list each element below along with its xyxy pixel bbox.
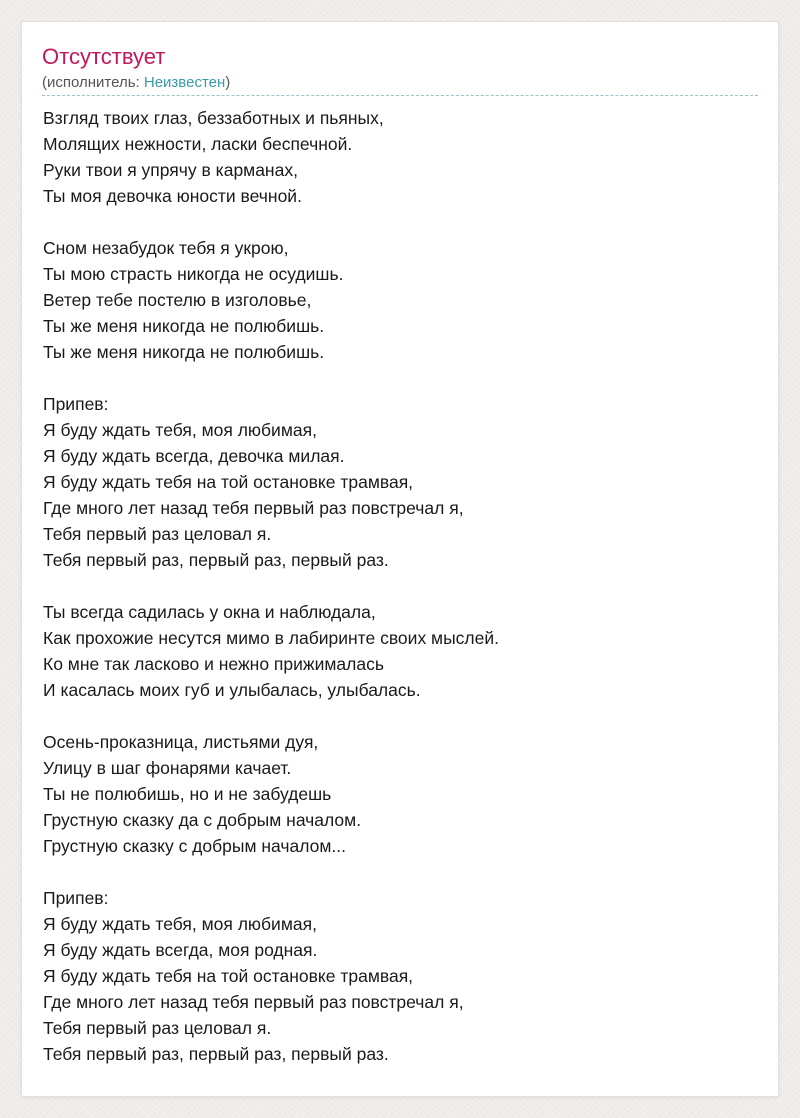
lyric-line: Взгляд твоих глаз, беззаботных и пьяных, <box>43 108 384 128</box>
song-title: Отсутствует <box>42 44 166 69</box>
lyric-line: Тебя первый раз целовал я. <box>43 1018 272 1038</box>
lyric-line: Осень-проказница, листьями дуя, <box>43 732 319 752</box>
lyric-line: Ты не полюбишь, но и не забудешь <box>43 784 332 804</box>
artist-link[interactable]: Неизвестен <box>143 74 226 91</box>
lyric-line: Улицу в шаг фонарями качает. <box>43 758 292 778</box>
lyric-line: Я буду ждать тебя на той остановке трамвая, <box>43 966 414 986</box>
lyric-line: Припев: <box>43 394 109 414</box>
lyrics-stanza <box>43 235 759 365</box>
lyric-line: Где много лет назад тебя первый раз повстречал я, <box>43 498 464 518</box>
lyrics-body <box>43 105 759 1067</box>
lyric-line: Ты моя девочка юности вечной. <box>43 186 302 206</box>
lyric-line: Где много лет назад тебя первый раз повстречал я, <box>43 992 464 1012</box>
lyric-line: Как прохожие несутся мимо в лабиринте своих мыслей. <box>43 628 499 648</box>
lyrics-stanza <box>43 391 759 573</box>
song-header <box>42 43 758 96</box>
lyric-line: Грустную сказку да с добрым началом. <box>43 810 362 830</box>
lyric-line: Ветер тебе постелю в изголовье, <box>43 290 312 310</box>
lyric-line: Тебя первый раз целовал я. <box>43 524 272 544</box>
lyric-line: Ты же меня никогда не полюбишь. <box>43 342 325 362</box>
lyric-line: Тебя первый раз, первый раз, первый раз. <box>43 1044 389 1064</box>
lyric-line: Я буду ждать тебя, моя любимая, <box>43 420 317 440</box>
lyrics-stanza <box>43 729 759 859</box>
lyrics-stanza <box>43 105 759 209</box>
lyric-line: Руки твои я упрячу в карманах, <box>43 160 298 180</box>
lyric-line: Грустную сказку с добрым началом... <box>43 836 346 856</box>
lyric-line: Я буду ждать всегда, моя родная. <box>43 940 318 960</box>
lyric-line: Ко мне так ласково и нежно прижималась <box>43 654 384 674</box>
lyric-line: Сном незабудок тебя я укрою, <box>43 238 289 258</box>
artist-line <box>42 73 230 93</box>
lyric-line: Я буду ждать тебя, моя любимая, <box>43 914 317 934</box>
lyric-line: Ты же меня никогда не полюбишь. <box>43 316 325 336</box>
lyric-line: Тебя первый раз, первый раз, первый раз. <box>43 550 389 570</box>
lyric-line: Я буду ждать тебя на той остановке трамвая, <box>43 472 414 492</box>
lyric-line: Я буду ждать всегда, девочка милая. <box>43 446 345 466</box>
lyric-line: Ты мою страсть никогда не осудишь. <box>43 264 344 284</box>
lyrics-stanza <box>43 599 759 703</box>
artist-suffix: ) <box>225 74 231 91</box>
lyric-line: Припев: <box>43 888 109 908</box>
lyrics-stanza <box>43 885 759 1067</box>
lyric-line: И касалась моих губ и улыбалась, улыбалась. <box>43 680 421 700</box>
lyrics-card <box>22 22 778 1096</box>
lyric-line: Молящих нежности, ласки беспечной. <box>43 134 353 154</box>
artist-prefix: (исполнитель: <box>42 74 144 91</box>
lyric-line: Ты всегда садилась у окна и наблюдала, <box>43 602 376 622</box>
